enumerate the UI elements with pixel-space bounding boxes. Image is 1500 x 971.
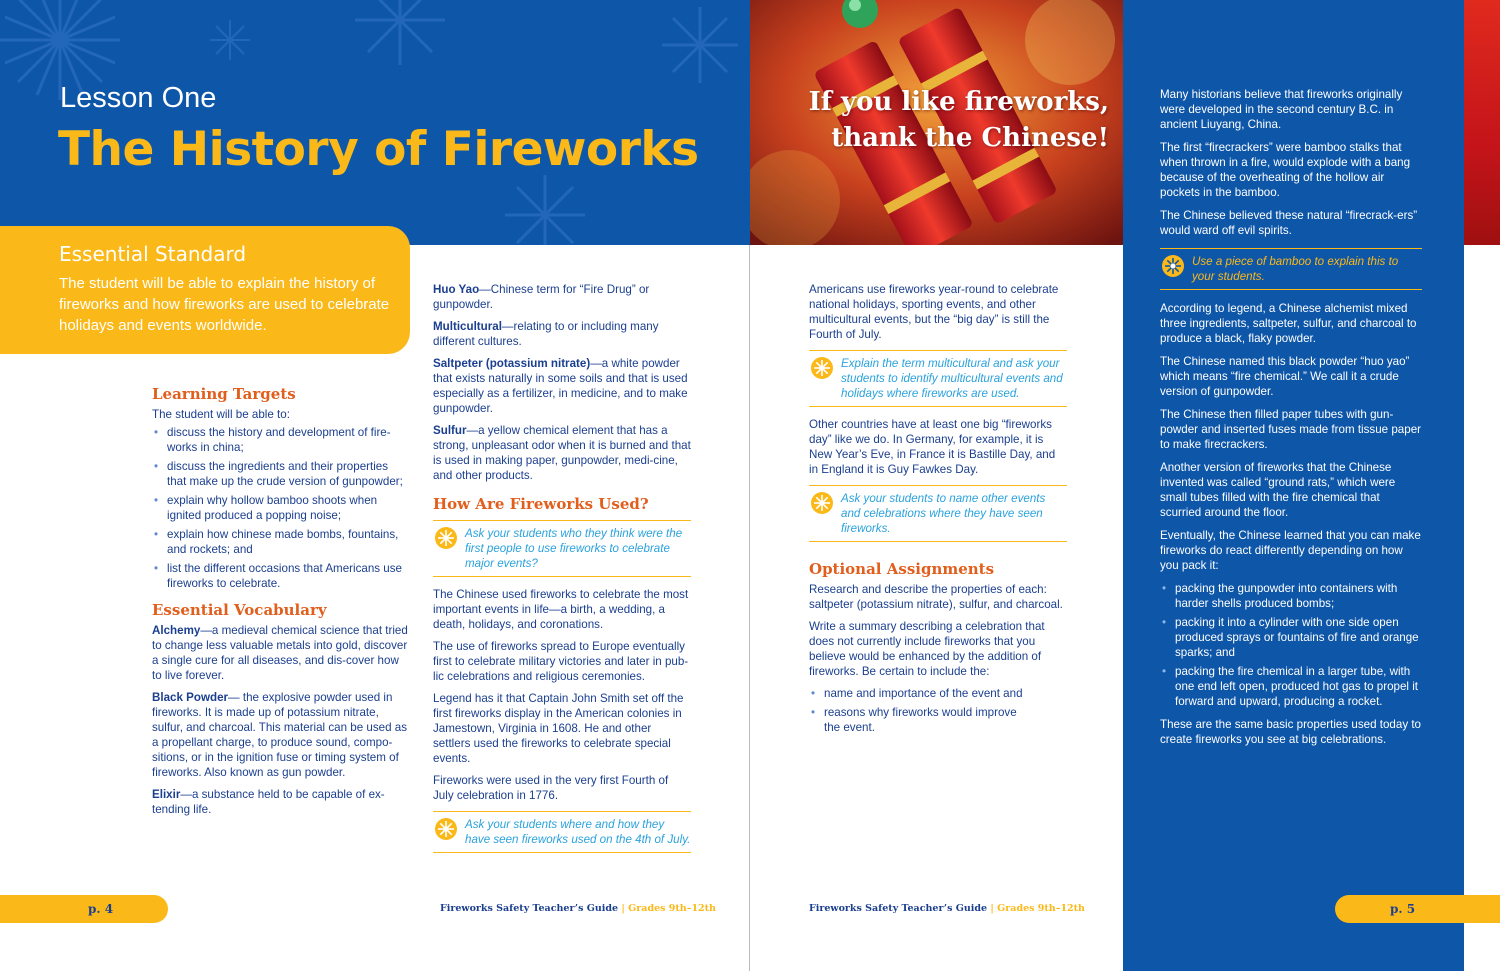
teacher-tip bbox=[809, 350, 1067, 407]
vocab-definition: —a yellow chemical element that has a strong, unpleasant odor when it is burned and that is used in making paper, gunpowder, medi-cine, and other products. bbox=[433, 424, 691, 482]
optional-assignments-heading: Optional Assignments bbox=[809, 560, 995, 578]
footer-grades: Grades 9th–12th bbox=[997, 903, 1085, 914]
left-header-banner bbox=[0, 0, 750, 245]
teacher-tip bbox=[433, 811, 691, 853]
vocab-entry bbox=[152, 623, 410, 683]
vocab-definition: —Chinese term for “Fire Drug” or gunpowder. bbox=[433, 283, 650, 311]
paragraph: The Chinese then filled paper tubes with gun-powder and inserted fuses made from tissue paper to make firecrackers. bbox=[1160, 408, 1422, 451]
vocab-entry bbox=[152, 787, 410, 817]
photo-headline bbox=[760, 84, 1109, 156]
column-vocabulary-usage bbox=[433, 282, 691, 863]
footer-guide-title: Fireworks Safety Teacher’s Guide bbox=[809, 903, 988, 914]
list-item: • reasons why fireworks would improve the event. bbox=[809, 705, 1067, 735]
vocab-definition: —a substance held to be capable of ex-tending life. bbox=[152, 788, 385, 816]
paragraph: The Chinese believed these natural “firecrack-ers” would ward off evil spirits. bbox=[1160, 209, 1418, 237]
footer-guide-title: Fireworks Safety Teacher’s Guide bbox=[440, 903, 619, 914]
page-number-left: p. 4 bbox=[0, 895, 168, 923]
list-item: • explain how chinese made bombs, fountains, and rockets; and bbox=[152, 527, 410, 557]
paragraph: The use of fireworks spread to Europe eventually first to celebrate military victories and later in pub-lic celebrations and religious ceremonies. bbox=[433, 640, 689, 683]
paragraph: Fireworks were used in the very first Fourth of July celebration in 1776. bbox=[433, 774, 669, 802]
lesson-label: Lesson One bbox=[60, 82, 217, 114]
paragraph: The Chinese named this black powder “huo yao” which means “fire chemical.” We call it a crude version of gunpowder. bbox=[1160, 355, 1410, 398]
vocab-definition: — the explosive powder used in fireworks. It is made up of potassium nitrate, sulfur, and charcoal. This material can be used as a propellant charge, to produce sound, compo-sitions, or in the ignition fuse or timing system of fireworks. Also known as gun powder. bbox=[152, 691, 407, 779]
list-item: • packing the gunpowder into containers with harder shells produced bombs; bbox=[1160, 581, 1422, 611]
tip-text: Ask your students where and how they have seen fireworks used on the 4th of July. bbox=[465, 818, 691, 846]
headline-line: If you like fireworks, bbox=[808, 87, 1109, 117]
paragraph: Eventually, the Chinese learned that you can make fireworks do react differently depending on how you pack it: bbox=[1160, 529, 1421, 572]
vocab-term: Black Powder bbox=[152, 691, 229, 704]
vocab-entry bbox=[433, 356, 691, 416]
paragraph: According to legend, a Chinese alchemist mixed three ingredients, saltpeter, sulfur, and charcoal to produce a black, flaky powder. bbox=[1160, 302, 1417, 345]
vocab-entry bbox=[152, 690, 410, 780]
essential-standard-text: The student will be able to explain the history of fireworks and how fireworks are used to celebrate holidays and events worldwide. bbox=[59, 275, 390, 334]
footer-separator: | bbox=[990, 903, 994, 914]
paragraph: These are the same basic properties used today to create fireworks you see at big celebrations. bbox=[1160, 718, 1422, 746]
tip-text: Use a piece of bamboo to explain this to your students. bbox=[1192, 255, 1399, 283]
optional-list bbox=[809, 686, 1067, 735]
tip-text: Ask your students to name other events and celebrations where they have seen fireworks. bbox=[841, 492, 1046, 535]
vocab-term: Multicultural bbox=[433, 320, 502, 333]
vocab-definition: —a medieval chemical science that tried to change less valuable metals into gold, discover a single cure for all diseases, and dis-cover how to live forever. bbox=[152, 624, 408, 682]
starburst-icon bbox=[811, 492, 833, 514]
footer-right bbox=[809, 903, 1085, 914]
column-learning-targets bbox=[152, 387, 410, 824]
tip-text: Ask your students who they think were the first people to use fireworks to celebrate major events? bbox=[465, 527, 683, 570]
vocab-definition: —relating to or including many different cultures. bbox=[433, 320, 659, 348]
paragraph: Other countries have at least one big “fireworks day” like we do. In Germany, for example, it is New Year’s Eve, in France it is Bastille Day, and in England it is Guy Fawkes Day. bbox=[809, 418, 1056, 476]
column-right-page-main bbox=[809, 282, 1067, 739]
list-item: • name and importance of the event and bbox=[809, 686, 1067, 701]
vocab-definition: —a white powder that exists naturally in some soils and that is used especially as a fertilizer, in medicine, and to make gunpowder. bbox=[433, 357, 688, 415]
learning-targets-list bbox=[152, 425, 410, 591]
list-item: • explain why hollow bamboo shoots when ignited produced a popping noise; bbox=[152, 493, 410, 523]
paragraph: Many historians believe that fireworks originally were developed in the second century B.C. in ancient Liuyang, China. bbox=[1160, 88, 1403, 131]
teacher-tip bbox=[809, 485, 1067, 542]
page-spine-divider bbox=[749, 245, 750, 971]
starburst-icon bbox=[435, 527, 457, 549]
learning-targets-intro: The student will be able to: bbox=[152, 408, 290, 421]
list-item: • packing the fire chemical in a larger tube, with one end left open, produced hot gas to propel it forward and upward, producing a rocket. bbox=[1160, 664, 1422, 709]
packing-methods-list bbox=[1160, 581, 1422, 709]
teacher-tip bbox=[1160, 248, 1422, 290]
vocabulary-heading: Essential Vocabulary bbox=[152, 601, 327, 619]
headline-line: thank the Chinese! bbox=[831, 123, 1109, 153]
sidebar-text bbox=[1160, 87, 1422, 755]
essential-standard-box bbox=[0, 226, 410, 354]
learning-targets-heading: Learning Targets bbox=[152, 385, 296, 403]
how-used-heading: How Are Fireworks Used? bbox=[433, 495, 649, 513]
list-item: • discuss the ingredients and their properties that make up the crude version of gunpowder; bbox=[152, 459, 410, 489]
red-photo-strip bbox=[1464, 0, 1500, 245]
vocab-term: Huo Yao bbox=[433, 283, 480, 296]
paragraph: The Chinese used fireworks to celebrate the most important events in life—a birth, a wedding, a death, holidays, and coronations. bbox=[433, 588, 689, 631]
vocab-entry bbox=[433, 282, 691, 312]
list-item: • discuss the history and development of fire-works in china; bbox=[152, 425, 410, 455]
page-number-right: p. 5 bbox=[1335, 895, 1500, 923]
vocab-entry bbox=[433, 319, 691, 349]
page-title: The History of Fireworks bbox=[58, 122, 699, 177]
tip-text: Explain the term multicultural and ask your students to identify multicultural events and holidays where fireworks are used. bbox=[841, 357, 1063, 400]
list-item: • list the different occasions that Americans use fireworks to celebrate. bbox=[152, 561, 410, 591]
paragraph: The first “firecrackers” were bamboo stalks that when thrown in a fire, would explode with a bang because of the overheating of the hollow air pockets in the bamboo. bbox=[1160, 141, 1411, 199]
paragraph: Legend has it that Captain John Smith set off the first fireworks display in the American colonies in Jamestown, Virginia in 1608. He and other settlers used the fireworks to celebrate special events. bbox=[433, 692, 684, 765]
starburst-icon bbox=[1162, 255, 1184, 277]
footer-separator: | bbox=[621, 903, 625, 914]
paragraph: Another version of fireworks that the Chinese invented was called “ground rats,” which were small tubes filled with the fire chemical that scurried around the floor. bbox=[1160, 461, 1396, 519]
paragraph: Americans use fireworks year-round to celebrate national holidays, sporting events, and other multicultural events, but the “big day” is still the Fourth of July. bbox=[809, 283, 1059, 341]
starburst-icon bbox=[811, 357, 833, 379]
starburst-icon bbox=[435, 818, 457, 840]
footer-left bbox=[440, 903, 716, 914]
vocab-term: Sulfur bbox=[433, 424, 467, 437]
paragraph: Research and describe the properties of each: saltpeter (potassium nitrate), sulfur, and charcoal. bbox=[809, 583, 1063, 611]
paragraph: Write a summary describing a celebration that does not currently include fireworks that you believe would be enhanced by the addition of fireworks. Be certain to include the: bbox=[809, 620, 1045, 678]
essential-standard-title: Essential Standard bbox=[59, 242, 247, 266]
vocab-entry bbox=[433, 423, 691, 483]
vocab-term: Saltpeter (potassium nitrate) bbox=[433, 357, 591, 370]
vocab-term: Elixir bbox=[152, 788, 181, 801]
list-item: • packing it into a cylinder with one side open produced sprays or fountains of fire and orange sparks; and bbox=[1160, 615, 1422, 660]
vocab-term: Alchemy bbox=[152, 624, 201, 637]
footer-grades: Grades 9th–12th bbox=[628, 903, 716, 914]
teacher-tip bbox=[433, 520, 691, 577]
